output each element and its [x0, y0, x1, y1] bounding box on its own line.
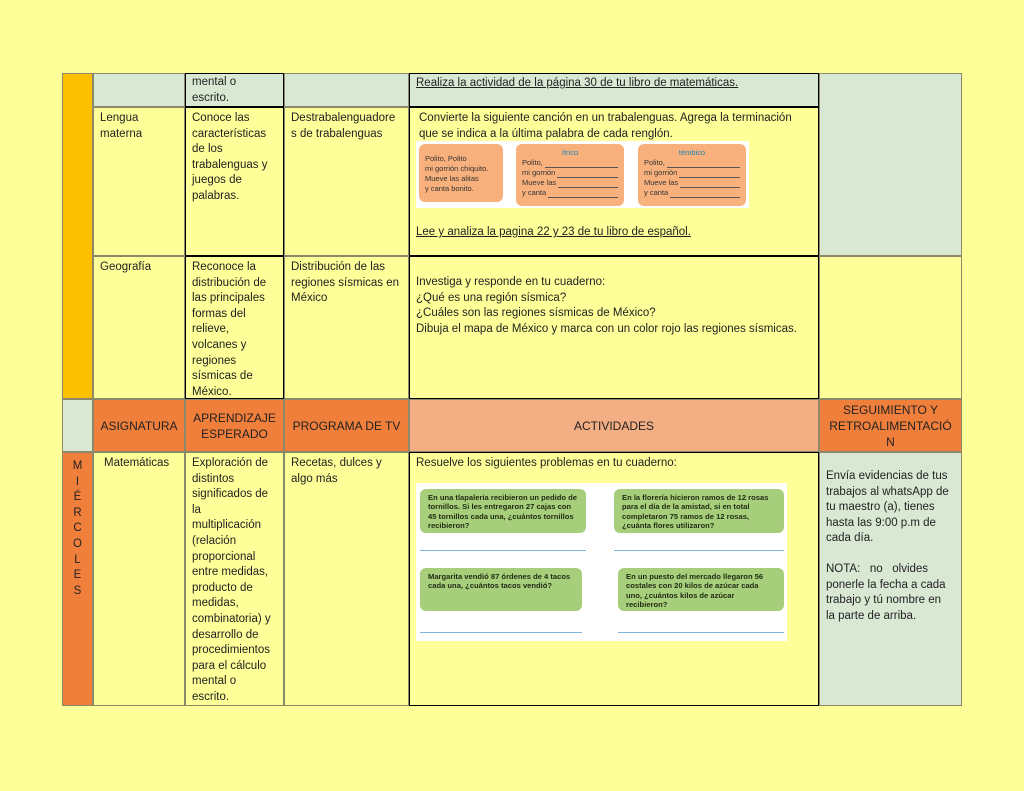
answer-line: [614, 550, 784, 551]
row3-programa: Recetas, dulces y algo más: [284, 452, 409, 706]
activity-link: Lee y analiza la pagina 22 y 23 de tu libro de español.: [416, 226, 691, 238]
answer-line: [618, 632, 784, 633]
day-color-bar: [62, 73, 93, 399]
header-actividades: ACTIVIDADES: [409, 399, 819, 452]
blank-line: [680, 179, 740, 188]
header-asignatura: ASIGNATURA: [93, 399, 185, 452]
row2-seguimiento: [819, 256, 962, 399]
blank-line: [670, 189, 740, 198]
row0-aprendizaje: mental o escrito.: [185, 73, 284, 107]
row3-actividad: Resuelve los siguientes problemas en tu cuaderno: En una tlapalería recibieron un pedido de tornillos. Si les entregaron 27 cajas con 45 tornillos cada una, ¿cuántos tornillos recibieron? En la florería hicieron ramos de 12 rosas para el día de la amistad, si en total completaron 75 ramos de 12 rosas, ¿cuánta flores utilizaron? Margarita vendió 87 órdenes de 4 tacos cada una, ¿cuántos tacos vendió? En un puesto del mercado llegaron 56 costales con 20 kilos de azúcar cada uno, ¿cuántos kilos de azúcar recibieron?: [409, 452, 819, 706]
blank-line: [558, 179, 618, 188]
header-programa: PROGRAMA DE TV: [284, 399, 409, 452]
problem-card: En una tlapalería recibieron un pedido de tornillos. Si les entregaron 27 cajas con 45 tornillos cada una, ¿cuántos tornillos recibieron?: [420, 489, 586, 533]
seguimiento-cell-top: [819, 73, 962, 256]
blank-line: [548, 189, 618, 198]
answer-line: [420, 632, 582, 633]
problem-card: Margarita vendió 87 órdenes de 4 tacos cada una, ¿cuántos tacos vendió?: [420, 568, 582, 611]
problem-card: En un puesto del mercado llegaron 56 costales con 20 kilos de azúcar cada uno, ¿cuántos kilos de azúcar recibieron?: [618, 568, 784, 611]
row2-programa: Distribución de las regiones sísmicas en México: [284, 256, 409, 399]
blank-line: [667, 159, 740, 168]
tembico-box: témbico Polito, mi gorrión Mueve las y canta: [638, 144, 746, 206]
row0-actividad: [409, 73, 819, 107]
itrico-box: ítrico Polito, mi gorrión Mueve las y canta: [516, 144, 624, 206]
blank-line: [545, 159, 618, 168]
row2-actividad: Investiga y responde en tu cuaderno: ¿Qué es una región sísmica? ¿Cuáles son las regiones sísmicas de México? Dibuja el mapa de México y marca con un color rojo las regiones sísmicas.: [409, 256, 819, 399]
row2-aprendizaje: Reconoce la distribución de las principales formas del relieve, volcanes y regiones sísmicas de México.: [185, 256, 284, 399]
header-aprendizaje: APRENDIZAJE ESPERADO: [185, 399, 284, 452]
trabalenguas-image: [416, 141, 749, 208]
problem-card: En la florería hicieron ramos de 12 rosas para el día de la amistad, si en total completaron 75 ramos de 12 rosas, ¿cuánta flores utilizaron?: [614, 489, 784, 533]
day-header-spacer: [62, 399, 93, 452]
row1-aprendizaje: Conoce las características de los trabalenguas y juegos de palabras.: [185, 107, 284, 256]
header-seguimiento: SEGUIMIENTO Y RETROALIMENTACIÓ N: [819, 399, 962, 452]
answer-line: [420, 550, 586, 551]
row1-asignatura: Lengua materna: [93, 107, 185, 256]
row0-programa: [284, 73, 409, 107]
row3-seguimiento: Envía evidencias de tus trabajos al whatsApp de tu maestro (a), tienes hasta las 9:00 p.m de cada día. NOTA: no olvides ponerle la fecha a cada trabajo y tú nombre en la parte de arriba.: [819, 452, 962, 706]
blank-line: [557, 169, 618, 178]
blank-line: [679, 169, 740, 178]
row0-asignatura: [93, 73, 185, 107]
row3-asignatura: Matemáticas: [93, 452, 185, 706]
row1-programa: Destrabalenguadore s de trabalenguas: [284, 107, 409, 256]
row3-aprendizaje: Exploración de distintos significados de la multiplicación (relación proporcional entre medidas, producto de medidas, combinatoria) y desarrollo de procedimientos para el cálculo mental o escrito.: [185, 452, 284, 706]
activity-link: Realiza la actividad de la página 30 de tu libro de matemáticas.: [416, 77, 739, 89]
song-box: Polito, Polito mi gorrión chiquito. Mueve las alitas y canta bonito.: [419, 144, 503, 202]
day-label-miercoles: M I É R C O L E S: [62, 452, 93, 706]
row1-actividad: Convierte la siguiente canción en un trabalenguas. Agrega la terminación que se indica a la última palabra de cada renglón. Polito, Polito mi gorrión chiquito. Mueve las alitas y canta bonito. ítrico Polito, mi gorrión Mueve las y canta témbico Polito, mi gorrión Mueve las y canta Lee y analiza la pagina 22 y 23 de tu libro de español.: [409, 107, 819, 256]
problems-image: [416, 483, 787, 641]
row2-asignatura: Geografía: [93, 256, 185, 399]
